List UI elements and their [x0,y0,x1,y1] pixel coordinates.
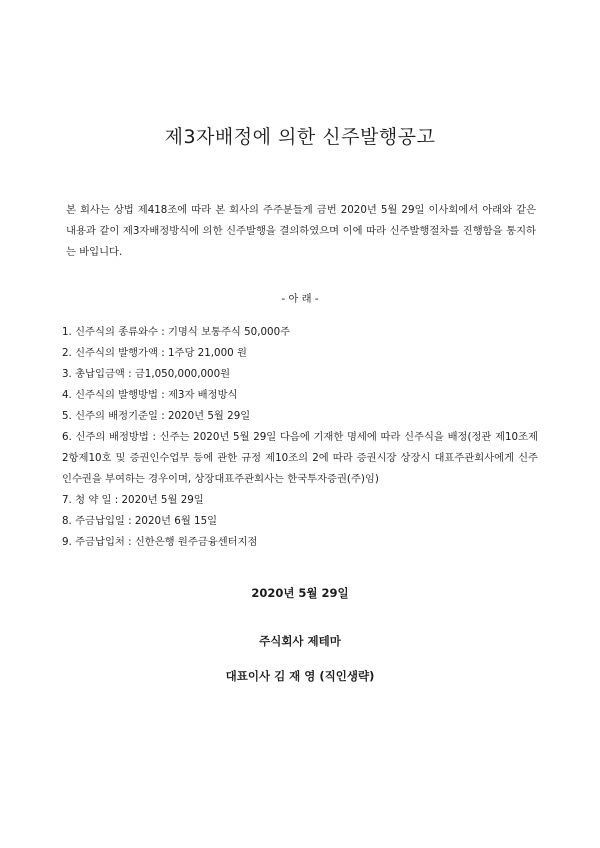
list-item: 9. 주금납입처 : 신한은행 원주금융센터지점 [62,536,258,548]
item-list [62,322,538,553]
list-item: 6. 신주의 배정방법 : 신주는 2020년 5월 29일 다음에 기재한 명세에 따라 신주식을 배정(정관 제10조제2항제10호 및 증권인수업무 등에 관한 규정 제10조의 2에 따라 증권시장 상장시 대표주관회사에게 신주인수권을 부여하는 경우이며, 상장대표주관회사는 한국투자증권(주)임) [62,431,538,485]
list-item: 7. 청 약 일 : 2020년 5월 29일 [62,494,204,506]
list-item: 5. 신주의 배정기준일 : 2020년 5월 29일 [62,410,251,422]
list-item: 2. 신주식의 발행가액 : 1주당 21,000 원 [62,347,247,359]
document-title: 제3자배정에 의한 신주발행공고 [164,126,436,148]
notice-date: 2020년 5월 29일 [251,586,349,600]
intro-paragraph: 본 회사는 상법 제418조에 따라 본 회사의 주주분들게 금번 2020년 5월 29일 이사회에서 아래와 같은 내용과 같이 제3자배정방식에 의한 신주발행을 결의하였으며 이에 따라 신주발행절차를 진행함을 통지하는 바입니다. [66,204,536,258]
list-item: 3. 총납입금액 : 금1,050,000,000원 [62,368,231,380]
list-item: 8. 주금납입일 : 2020년 6월 15일 [62,515,218,527]
representative-name: 대표이사 김 재 영 (직인생략) [225,669,375,683]
notice-label: - 아 래 - [281,293,319,305]
company-name: 주식회사 제테마 [259,634,341,648]
list-item: 4. 신주식의 발행방법 : 제3자 배정방식 [62,389,238,401]
list-item: 1. 신주식의 종류와수 : 기명식 보통주식 50,000주 [62,326,291,338]
